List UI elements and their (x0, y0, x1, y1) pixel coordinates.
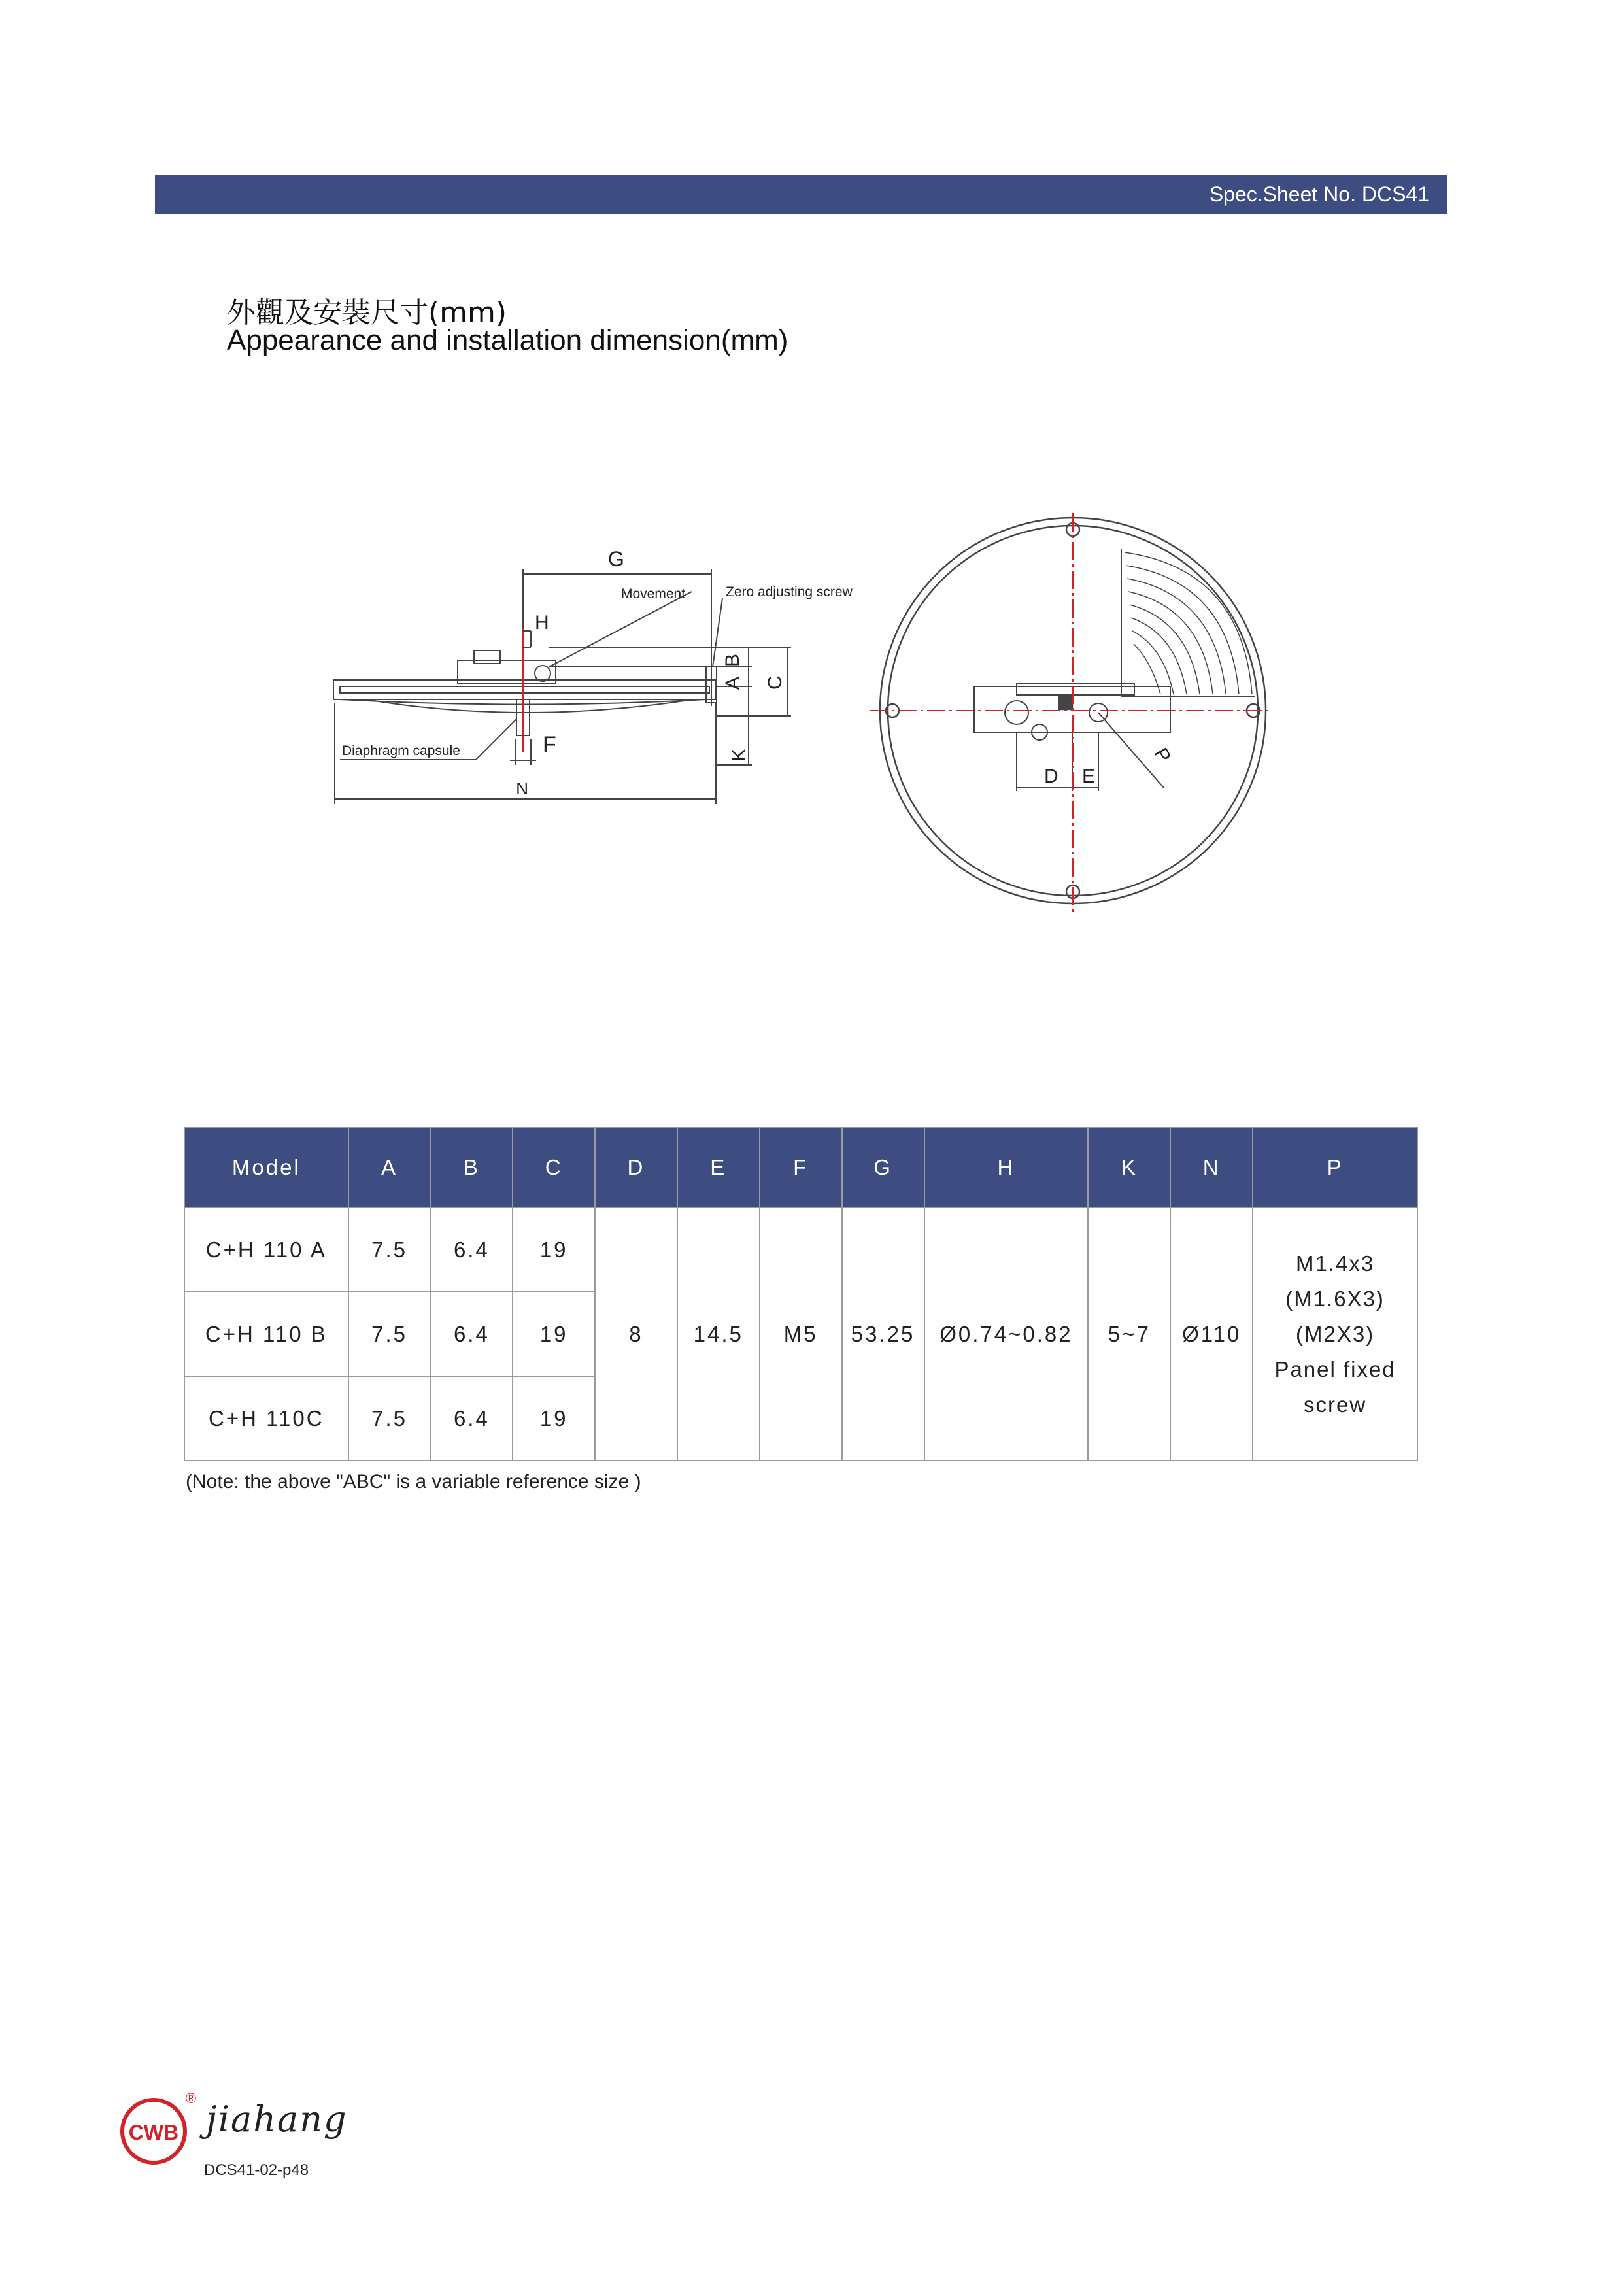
header-f: F (760, 1128, 842, 1207)
label-f: F (543, 732, 556, 757)
label-zero-adjusting-screw: Zero adjusting screw (726, 584, 853, 599)
p-line-2: (M1.6X3) (1285, 1286, 1385, 1311)
p-line-4: Panel fixed (1274, 1357, 1396, 1381)
label-e: E (1082, 766, 1096, 787)
cell-p (1253, 1207, 1417, 1460)
spec-table (184, 1127, 1418, 1461)
header-p: P (1253, 1128, 1417, 1207)
section-title-en: Appearance and installation dimension(mm) (227, 324, 788, 356)
header-h: H (924, 1128, 1089, 1207)
header-n: N (1170, 1128, 1253, 1207)
header-k: K (1088, 1128, 1170, 1207)
cell-c: 19 (513, 1376, 595, 1460)
cell-model: C+H 110 A (184, 1207, 348, 1292)
cell-a: 7.5 (348, 1376, 431, 1460)
centerlines (870, 513, 1272, 912)
p-line-1: M1.4x3 (1295, 1251, 1375, 1275)
label-h: H (535, 612, 549, 633)
cell-b: 6.4 (430, 1376, 513, 1460)
cell-g: 53.25 (842, 1207, 924, 1460)
label-b: B (722, 653, 743, 667)
section-title-cn: 外觀及安裝尺寸(mm) (227, 296, 507, 329)
cell-a: 7.5 (348, 1207, 431, 1292)
document-number: DCS41-02-p48 (204, 2161, 309, 2179)
cell-c: 19 (513, 1292, 595, 1376)
dimension-drawing (0, 0, 1624, 981)
cell-c: 19 (513, 1207, 595, 1292)
header-a: A (348, 1128, 431, 1207)
label-d: D (1044, 766, 1058, 787)
label-diaphragm-capsule: Diaphragm capsule (342, 743, 460, 758)
header-c: C (513, 1128, 595, 1207)
label-a: A (722, 676, 743, 690)
table-row (184, 1207, 1417, 1292)
p-line-3: (M2X3) (1295, 1321, 1375, 1346)
header-e: E (677, 1128, 760, 1207)
label-c: C (764, 675, 786, 690)
spec-sheet-number: Spec.Sheet No. DCS41 (1209, 182, 1429, 206)
cell-f: M5 (760, 1207, 842, 1460)
header-d: D (595, 1128, 677, 1207)
label-p: P (1149, 744, 1175, 767)
logo-text: CWB (128, 2121, 179, 2144)
cell-b: 6.4 (430, 1292, 513, 1376)
header-model: Model (184, 1128, 348, 1207)
company-logo (118, 2089, 203, 2167)
cell-n: Ø110 (1170, 1207, 1253, 1460)
cell-b: 6.4 (430, 1207, 513, 1292)
label-n: N (516, 779, 528, 798)
label-g: G (608, 547, 624, 571)
brand-name: jiahang (206, 2099, 348, 2140)
cell-model: C+H 110 B (184, 1292, 348, 1376)
header-b: B (430, 1128, 513, 1207)
registered-mark: ® (185, 2090, 197, 2106)
cell-h: Ø0.74~0.82 (924, 1207, 1089, 1460)
table-header-row (184, 1128, 1417, 1207)
label-movement: Movement (621, 586, 686, 601)
cell-d: 8 (595, 1207, 677, 1460)
table-note: (Note: the above "ABC" is a variable reference size ) (186, 1471, 641, 1493)
p-line-5: screw (1303, 1392, 1367, 1417)
cell-model: C+H 110C (184, 1376, 348, 1460)
header-g: G (842, 1128, 924, 1207)
cell-k: 5~7 (1088, 1207, 1170, 1460)
label-k: K (728, 748, 750, 762)
cell-e: 14.5 (677, 1207, 760, 1460)
cell-a: 7.5 (348, 1292, 431, 1376)
